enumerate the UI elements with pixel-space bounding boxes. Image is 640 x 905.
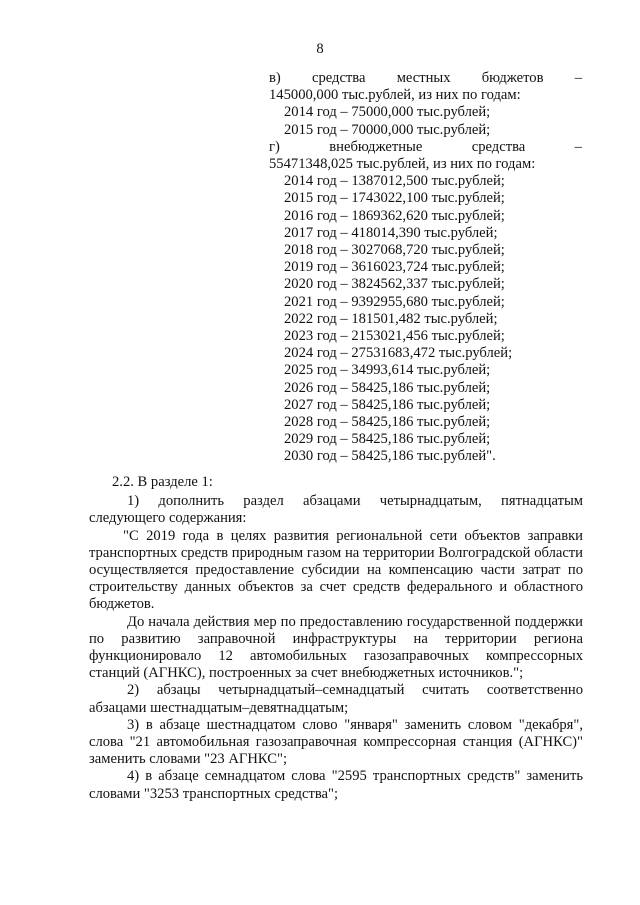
offbudget-year-line: 2023 год – 2153021,456 тыс.рублей; — [284, 328, 505, 345]
section-heading: 2.2. В разделе 1: — [112, 474, 213, 490]
amendment-item-3: 3) в абзаце шестнадцатом слово "января" заменить словом "декабря", слова "21 автомобильная газозаправочная компрессорная станция (АГНКС)" заменить словами "23 АГНКС"; — [89, 716, 583, 768]
offbudget-year-line: 2024 год – 27531683,472 тыс.рублей; — [284, 345, 513, 362]
offbudget-year-line: 2022 год – 181501,482 тыс.рублей; — [284, 310, 498, 327]
offbudget-year-line: 2028 год – 58425,186 тыс.рублей; — [284, 414, 491, 431]
inserted-paragraph-15: До начала действия мер по предоставлению государственной поддержки по развитию заправочной инфраструктуры на территории региона функционировало 12 автомобильных газозаправочных компрессорных станций (АГНКС), построенных за счет внебюджетных источников."; — [89, 613, 583, 682]
offbudget-year-line: 2019 год – 3616023,724 тыс.рублей; — [284, 259, 505, 276]
amendment-item-2: 2) абзацы четырнадцатый–семнадцатый считать соответственно абзацами шестнадцатым–девятнадцатым; — [89, 682, 583, 716]
offbudget-year-line: 2026 год – 58425,186 тыс.рублей; — [284, 379, 491, 396]
local-budget-item-marker: в) — [269, 70, 281, 86]
offbudget-year-line: 2018 год – 3027068,720 тыс.рублей; — [284, 242, 505, 259]
offbudget-year-line: 2017 год – 418014,390 тыс.рублей; — [284, 224, 498, 241]
offbudget-year-line: 2027 год – 58425,186 тыс.рублей; — [284, 396, 491, 413]
offbudget-year-line: 2015 год – 1743022,100 тыс.рублей; — [284, 190, 505, 207]
local-budget-word: бюджетов — [481, 70, 544, 86]
page-number: 8 — [316, 41, 324, 57]
amendments-section — [89, 474, 583, 803]
offbudget-year-line: 2025 год – 34993,614 тыс.рублей; — [284, 362, 491, 379]
offbudget-dash: – — [574, 138, 582, 155]
offbudget-year-line: 2029 год – 58425,186 тыс.рублей; — [284, 431, 491, 448]
local-budget-total: 145000,000 тыс.рублей, из них по годам: — [269, 87, 521, 104]
local-budget-word: средства — [311, 70, 366, 86]
offbudget-year-line: 2020 год – 3824562,337 тыс.рублей; — [284, 276, 505, 293]
local-budget-dash: – — [574, 70, 582, 86]
offbudget-word: средства — [471, 138, 526, 155]
offbudget-year-line: 2014 год – 1387012,500 тыс.рублей; — [284, 173, 505, 190]
offbudget-year-line: 2016 год – 1869362,620 тыс.рублей; — [284, 207, 505, 224]
amendment-item-4: 4) в абзаце семнадцатом слова "2595 транспортных средств" заменить словами "3253 транспортных средства"; — [89, 768, 583, 802]
amendment-item-1: 1) дополнить раздел абзацами четырнадцатым, пятнадцатым следующего содержания: — [89, 493, 583, 527]
local-budget-heading — [269, 70, 582, 87]
offbudget-year-line: 2030 год – 58425,186 тыс.рублей". — [284, 448, 496, 465]
offbudget-heading — [269, 139, 582, 156]
offbudget-year-line: 2021 год – 9392955,680 тыс.рублей; — [284, 293, 505, 310]
local-budget-year-line: 2015 год – 70000,000 тыс.рублей; — [284, 121, 491, 138]
offbudget-total: 55471348,025 тыс.рублей, из них по годам: — [269, 156, 536, 173]
local-budget-year-line: 2014 год – 75000,000 тыс.рублей; — [284, 104, 491, 121]
funding-sources-block — [269, 70, 582, 466]
offbudget-item-marker: г) — [269, 138, 280, 155]
offbudget-word: внебюджетные — [329, 138, 423, 155]
inserted-paragraph-14: "С 2019 года в целях развития региональной сети объектов заправки транспортных средств природным газом на территории Волгоградской области осуществляется предоставление субсидии на компенсацию части затрат по строительству данных объектов за счет средств федерального и областного бюджетов. — [89, 527, 583, 613]
local-budget-word: местных — [396, 70, 451, 86]
